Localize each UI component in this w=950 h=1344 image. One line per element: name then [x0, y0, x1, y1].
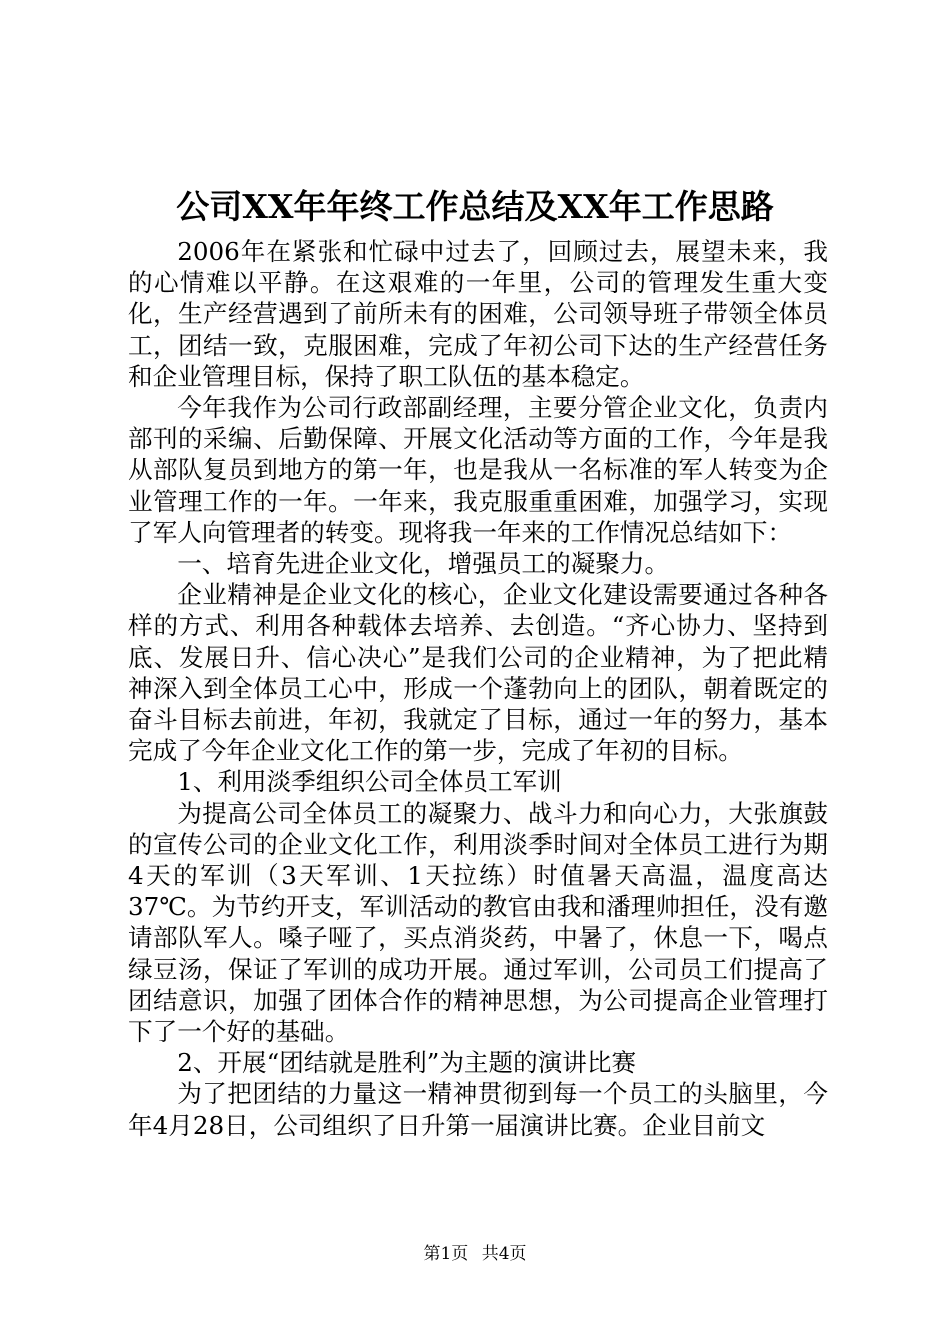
document-body: [128, 236, 828, 1141]
section-heading-culture: 一、培育先进企业文化，增强员工的凝聚力。: [177, 549, 670, 579]
paragraph-enterprise-spirit: 企业精神是企业文化的核心，企业文化建设需要通过各种各样的方式、利用各种载体去培养、去创造。“齐心协力、坚持到底、发展日升、信心决心”是我们公司的企业精神，为了把此精神深入到全体员工心中，形成一个蓬勃向上的团队，朝着既定的奋斗目标去前进，年初，我就定了目标，通过一年的努力，基本完成了今年企业文化工作的第一步，完成了年初的目标。: [128, 580, 828, 766]
page-total: 共4页: [481, 1244, 527, 1264]
paragraph-speech-contest: 为了把团结的力量这一精神贯彻到每一个员工的头脑里，今年4月28日，公司组织了日升第一届演讲比赛。企业目前文: [128, 1079, 828, 1140]
page-footer: [0, 1242, 950, 1266]
subheading-military-training: 1、利用淡季组织公司全体员工军训: [177, 767, 562, 797]
paragraph-military-training: 为提高公司全体员工的凝聚力、战斗力和向心力，大张旗鼓的宣传公司的企业文化工作，利用淡季时间对全体员工进行为期4天的军训（3天军训、1天拉练）时值暑天高温，温度高达37℃。为节约开支，军训活动的教官由我和潘理帅担任，没有邀请部队军人。嗓子哑了，买点消炎药，中暑了，休息一下，喝点绿豆汤，保证了军训的成功开展。通过军训，公司员工们提高了团结意识，加强了团体合作的精神思想，为公司提高企业管理打下了一个好的基础。: [128, 798, 828, 1047]
document-title: 公司XX年年终工作总结及XX年工作思路: [176, 187, 774, 226]
subheading-speech-contest: 2、开展“团结就是胜利”为主题的演讲比赛: [177, 1048, 637, 1078]
page-number: 第1页: [423, 1244, 469, 1264]
paragraph-intro: 2006年在紧张和忙碌中过去了，回顾过去，展望未来，我的心情难以平静。在这艰难的一年里，公司的管理发生重大变化，生产经营遇到了前所未有的困难，公司领导班子带领全体员工，团结一致，克服困难，完成了年初公司下达的生产经营任务和企业管理目标，保持了职工队伍的基本稳定。: [128, 237, 828, 391]
paragraph-role: 今年我作为公司行政部副经理，主要分管企业文化，负责内部刊的采编、后勤保障、开展文化活动等方面的工作，今年是我从部队复员到地方的第一年，也是我从一名标准的军人转变为企业管理工作的一年。一年来，我克服重重困难，加强学习，实现了军人向管理者的转变。现将我一年来的工作情况总结如下：: [128, 393, 828, 547]
